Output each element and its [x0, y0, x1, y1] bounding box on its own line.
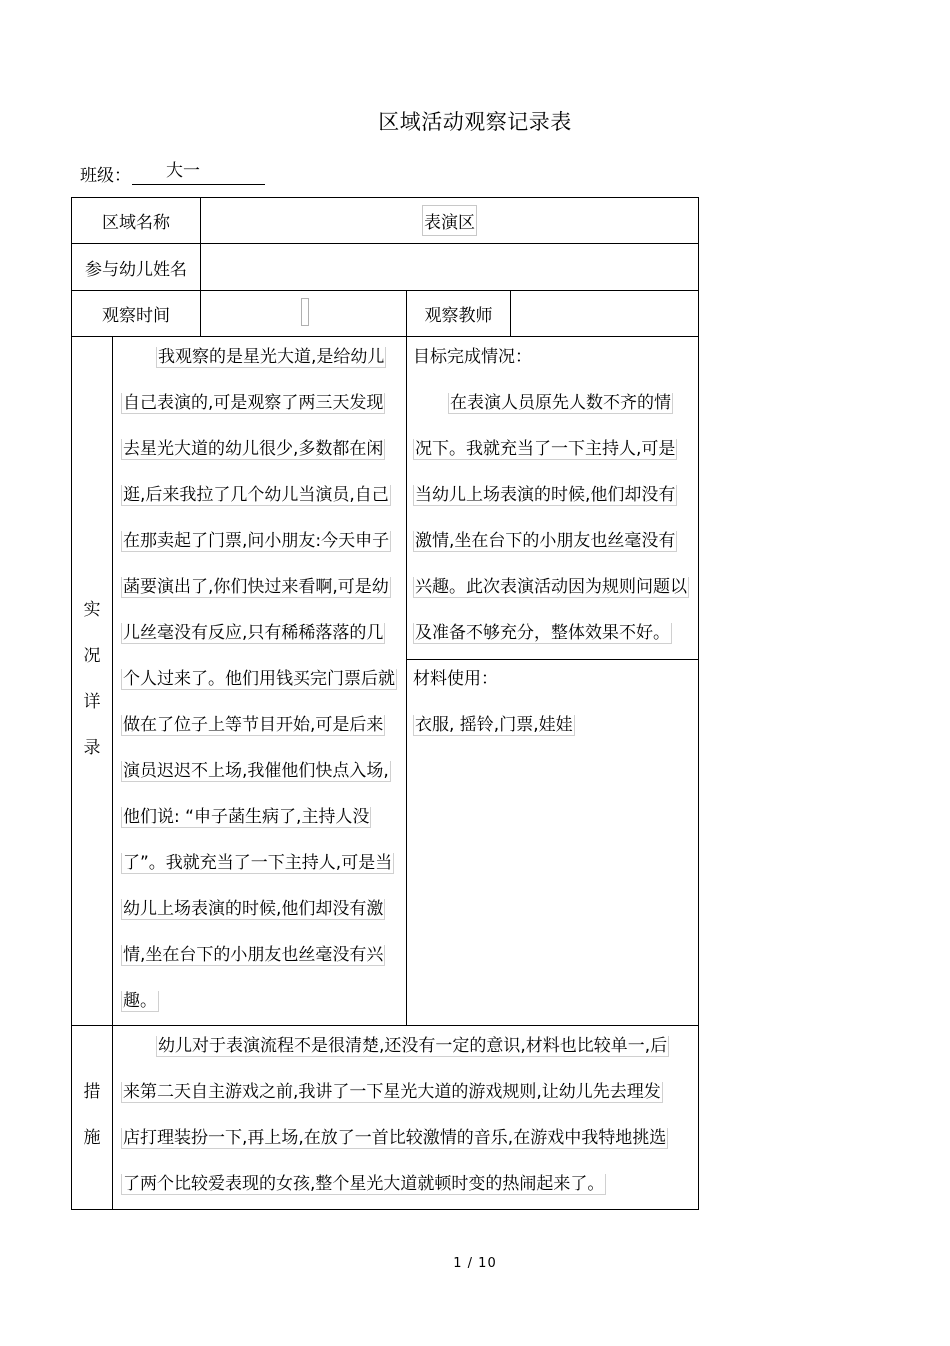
measure-label: 措 施 [83, 1082, 101, 1148]
teacher-value [511, 291, 698, 336]
class-label: 班级： [80, 166, 131, 186]
class-value: 大一 [132, 159, 265, 185]
record-paragraph: 我观察的是星光大道,是给幼儿 自己表演的,可是观察了两三天发现 去星光大道的幼儿很少,多数都在闲 逛,后来我拉了几个幼儿当演员,自己 在那卖起了门票,问小朋友:今天申子 菡要演出了,你们快过来看啊,可是幼 儿丝毫没有反应,只有稀稀落落的几 个人过来了。他们用钱买完门票后就 做在了位子上等节目开始,可是后来 演员迟迟不上场,我催他们快点入场, 他们说: “申子菡生病了,主持人没 了”。我就充当了一下主持人,可是当 幼儿上场表演的时候,他们却没有激 情,坐在台下的小朋友也丝毫没有兴 趣。 [123, 347, 395, 1011]
material-value: 衣服, 摇铃,门票,娃娃 [415, 715, 573, 735]
area-name-value: 表演区 [422, 205, 477, 236]
goal-title: 目标完成情况： [413, 347, 532, 367]
document-title: 区域活动观察记录表 [378, 110, 572, 134]
teacher-label: 观察教师 [424, 306, 493, 326]
area-name-label: 区域名称 [102, 213, 170, 233]
material-section [413, 656, 695, 748]
goal-section: 目标完成情况： 在表演人员原先人数不齐的情 况下。我就充当了一下主持人,可是 当幼儿上场表演的时候,他们却没有 激情,坐在台下的小朋友也丝毫没有 兴趣。此次表演活动因为规则问题以 及准备不够充分，整体效果不好。 [413, 334, 695, 656]
area-name-cell [201, 198, 698, 243]
material-title: 材料使用： [413, 669, 498, 689]
time-value-box [301, 298, 309, 326]
measure-paragraph: 幼儿对于表演流程不是很清楚,还没有一定的意识,材料也比较单一,后 来第二天自主游戏之前,我讲了一下星光大道的游戏规则,让幼儿先去理发 店打理装扮一下,再上场,在放了一首比较激情的音乐,在游戏中我特地挑选 了两个比较爱表现的女孩,整个星光大道就顿时变的热闹起来了。 [123, 1036, 668, 1194]
time-label: 观察时间 [102, 306, 170, 326]
children-value [201, 244, 698, 290]
children-label: 参与幼儿姓名 [85, 259, 187, 280]
record-label: 实 况 详 录 [83, 600, 101, 758]
page-number: 1 / 10 [453, 1256, 497, 1271]
